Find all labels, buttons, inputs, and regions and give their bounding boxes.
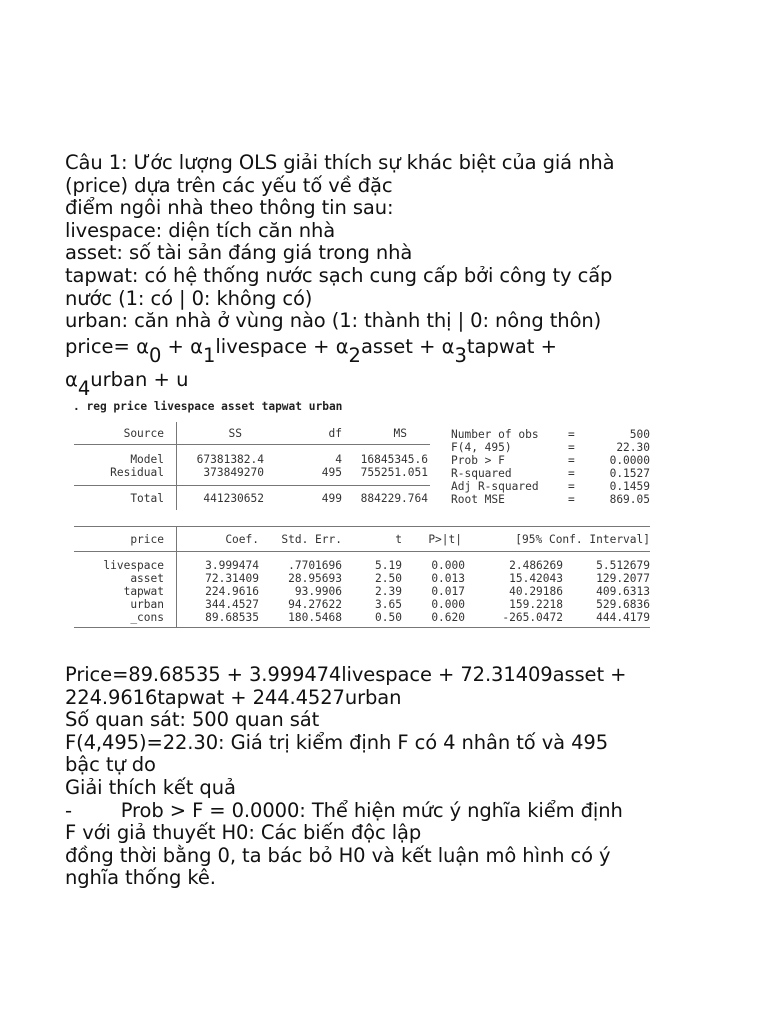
result-line: F với giả thuyết H0: Các biến độc lập <box>65 821 422 845</box>
model-stat-equals: = <box>568 428 575 441</box>
formula-text: urban + u <box>90 368 189 391</box>
coef-header-rule <box>74 551 650 552</box>
anova-header-source: Source <box>123 427 164 440</box>
intro-line: nước (1: có | 0: không có) <box>65 286 313 310</box>
model-stat-equals: = <box>568 454 575 467</box>
intro-line: tapwat: có hệ thống nước sạch cung cấp bởi công ty cấp <box>65 263 613 287</box>
coef-row-t: 5.19 <box>375 559 402 572</box>
intro-line: livespace: diện tích căn nhà <box>65 218 336 242</box>
coef-row-p: 0.017 <box>431 585 465 598</box>
anova-header-df: df <box>328 427 342 440</box>
anova-total-df: 499 <box>321 492 342 505</box>
coef-row-coef: 72.31409 <box>205 572 259 585</box>
coef-row-p: 0.000 <box>431 598 465 611</box>
results-explanation <box>65 664 745 890</box>
model-stat-label: Root MSE <box>451 493 505 506</box>
formula-subscript: 2 <box>348 344 361 367</box>
formula-subscript: 1 <box>202 344 216 367</box>
intro-line: (price) dựa trên các yếu tố về đặc <box>65 173 393 197</box>
formula-text: livespace + α <box>215 335 349 358</box>
coef-header-ci: [95% Conf. Interval] <box>515 533 650 546</box>
coef-row-ci-low: 2.486269 <box>509 559 563 572</box>
formula-subscript: 0 <box>148 344 162 367</box>
model-stat-label: R-squared <box>451 467 512 480</box>
model-stat-label: Number of obs <box>451 428 539 441</box>
anova-total-rule <box>74 485 430 486</box>
model-stat-equals: = <box>568 441 575 454</box>
formula-text: α <box>65 368 78 391</box>
formula-subscript: 3 <box>454 344 467 367</box>
coef-row-coef: 344.4527 <box>205 598 259 611</box>
formula-text: asset + α <box>360 335 455 358</box>
coef-row-ci-high: 529.6836 <box>596 598 650 611</box>
anova-header-ss: SS <box>228 427 242 440</box>
result-line: Price=89.68535 + 3.999474livespace + 72.31409asset + <box>65 663 627 686</box>
coef-divider <box>176 526 177 627</box>
coef-header-t: t <box>395 533 402 546</box>
model-formula-line-2 <box>65 368 189 400</box>
anova-total-source: Total <box>130 492 164 505</box>
coef-header-coef: Coef. <box>225 533 259 546</box>
intro-line: điểm ngôi nhà theo thông tin sau: <box>65 196 394 220</box>
intro-line: asset: số tài sản đáng giá trong nhà <box>65 241 413 265</box>
result-line: F(4,495)=22.30: Giá trị kiểm định F có 4 nhân tố và 495 <box>65 730 609 754</box>
model-stat-value: 22.30 <box>616 441 650 454</box>
anova-row-ms: 16845345.6 <box>360 453 428 466</box>
anova-row-df: 495 <box>321 466 342 479</box>
anova-row-ss: 373849270 <box>203 466 264 479</box>
anova-total-ss: 441230652 <box>203 492 264 505</box>
anova-row-df: 4 <box>335 453 342 466</box>
anova-header-ms: MS <box>393 427 407 440</box>
coef-row-ci-high: 129.2077 <box>596 572 650 585</box>
coef-header-p: P>|t| <box>428 533 462 546</box>
result-line: Số quan sát: 500 quan sát <box>65 708 320 732</box>
coef-row-ci-high: 409.6313 <box>596 585 650 598</box>
coef-row-var: asset <box>130 572 164 585</box>
coef-row-se: 180.5468 <box>288 611 342 624</box>
coef-row-se: .7701696 <box>288 559 342 572</box>
coef-row-ci-low: -265.0472 <box>502 611 563 624</box>
coef-row-p: 0.000 <box>431 559 465 572</box>
coef-row-p: 0.620 <box>431 611 465 624</box>
question-intro <box>65 152 745 333</box>
coef-row-ci-low: 15.42043 <box>509 572 563 585</box>
result-line: Giải thích kết quả <box>65 775 236 799</box>
coef-row-var: livespace <box>103 559 164 572</box>
coef-row-coef: 3.999474 <box>205 559 259 572</box>
coef-row-t: 3.65 <box>375 598 402 611</box>
model-stat-value: 0.1527 <box>609 467 650 480</box>
model-stat-value: 500 <box>629 428 650 441</box>
coef-row-t: 2.39 <box>375 585 402 598</box>
result-line: - Prob > F = 0.0000: Thể hiện mức ý nghĩa kiểm định <box>65 798 623 822</box>
stata-command: . reg price livespace asset tapwat urban <box>73 400 343 413</box>
formula-text: + α <box>161 335 203 358</box>
result-line: bậc tự do <box>65 753 156 777</box>
anova-total-ms: 884229.764 <box>360 492 428 505</box>
coef-row-se: 28.95693 <box>288 572 342 585</box>
coef-row-se: 94.27622 <box>288 598 342 611</box>
intro-line: Câu 1: Ước lượng OLS giải thích sự khác biệt của giá nhà <box>65 151 615 174</box>
coef-row-t: 0.50 <box>375 611 402 624</box>
model-stat-label: F(4, 495) <box>451 441 512 454</box>
anova-header-rule <box>74 444 430 445</box>
coef-row-var: _cons <box>130 611 164 624</box>
coef-header-var: price <box>130 533 164 546</box>
model-stat-value: 869.05 <box>609 493 650 506</box>
coef-row-var: urban <box>130 598 164 611</box>
anova-row-ms: 755251.051 <box>360 466 428 479</box>
coef-row-p: 0.013 <box>431 572 465 585</box>
anova-row-source: Model <box>130 453 164 466</box>
anova-row-source: Residual <box>110 466 164 479</box>
coef-bottom-rule <box>74 627 650 628</box>
model-stat-equals: = <box>568 493 575 506</box>
coef-row-t: 2.50 <box>375 572 402 585</box>
model-stat-value: 0.1459 <box>609 480 650 493</box>
result-line: nghĩa thống kê. <box>65 866 216 890</box>
result-line: 224.9616tapwat + 244.4527urban <box>65 685 402 709</box>
formula-subscript: 4 <box>77 377 91 400</box>
model-stat-label: Adj R-squared <box>451 480 539 493</box>
coef-row-ci-low: 159.2218 <box>509 598 563 611</box>
coef-row-ci-low: 40.29186 <box>509 585 563 598</box>
anova-divider <box>176 422 177 510</box>
stata-regression-output <box>66 400 656 630</box>
coef-row-ci-high: 5.512679 <box>596 559 650 572</box>
coef-row-var: tapwat <box>123 585 164 598</box>
model-formula-line-1 <box>65 335 557 367</box>
coef-top-rule <box>74 526 650 527</box>
coef-row-coef: 224.9616 <box>205 585 259 598</box>
coef-header-se: Std. Err. <box>281 533 342 546</box>
anova-row-ss: 67381382.4 <box>196 453 264 466</box>
model-stat-value: 0.0000 <box>609 454 650 467</box>
formula-text: tapwat + <box>466 335 557 358</box>
model-stat-label: Prob > F <box>451 454 505 467</box>
intro-line: urban: căn nhà ở vùng nào (1: thành thị | 0: nông thôn) <box>65 309 602 333</box>
coef-row-coef: 89.68535 <box>205 611 259 624</box>
coef-row-ci-high: 444.4179 <box>596 611 650 624</box>
model-stat-equals: = <box>568 467 575 480</box>
result-line: đồng thời bằng 0, ta bác bỏ H0 và kết luận mô hình có ý <box>65 843 611 867</box>
coef-row-se: 93.9906 <box>294 585 342 598</box>
formula-text: price= α <box>65 335 149 358</box>
model-stat-equals: = <box>568 480 575 493</box>
